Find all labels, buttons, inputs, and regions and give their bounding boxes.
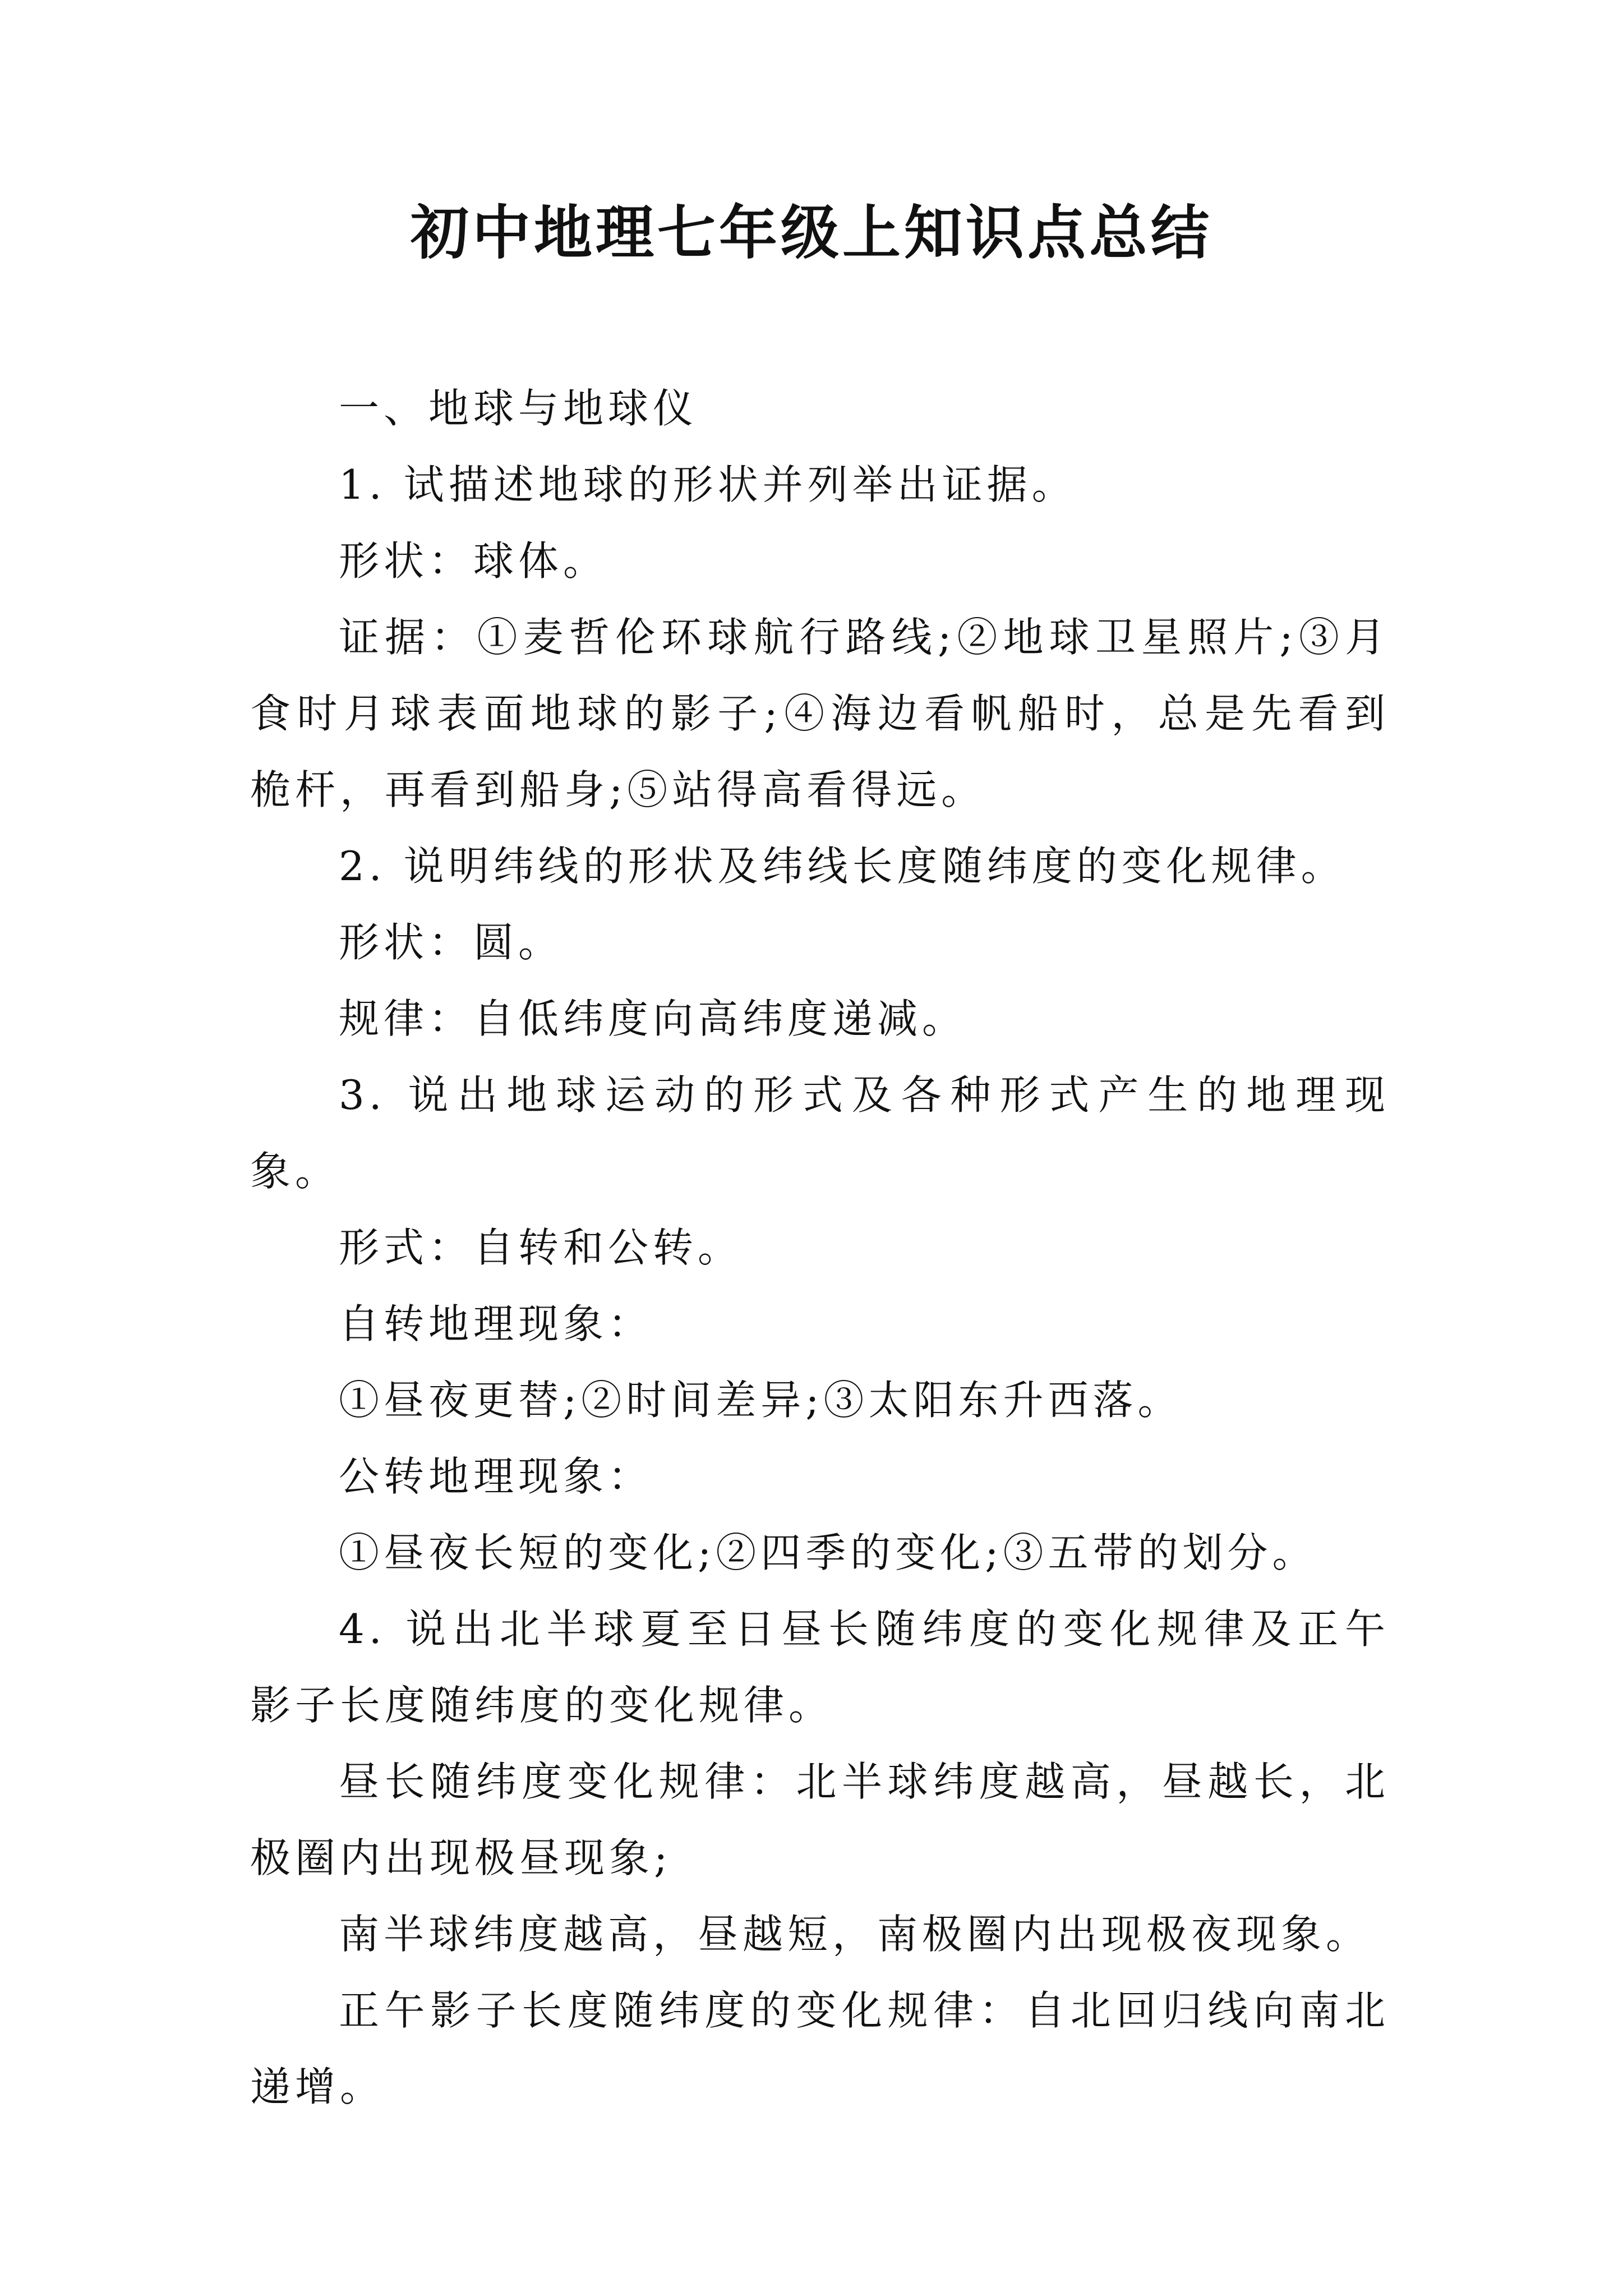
document-body	[250, 370, 1390, 2125]
question-3: 3. 说出地球运动的形式及各种形式产生的地理现象。	[250, 1071, 1390, 1195]
shadow-rule: 正午影子长度随纬度的变化规律：自北回归线向南北递增。	[250, 1987, 1390, 2110]
document-title: 初中地理七年级上知识点总结	[410, 198, 1212, 267]
question-4: 4. 说出北半球夏至日昼长随纬度的变化规律及正午影子长度随纬度的变化规律。	[250, 1605, 1390, 1729]
answer-latitude-rule: 规律：自低纬度向高纬度递减。	[339, 995, 967, 1042]
section-heading: 一、地球与地球仪	[339, 385, 698, 432]
answer-evidence: 证据：①麦哲伦环球航行路线;②地球卫星照片;③月食时月球表面地球的影子;④海边看帆船时，总是先看到桅杆，再看到船身;⑤站得高看得远。	[250, 614, 1390, 813]
answer-shape: 形状：球体。	[339, 537, 608, 585]
rotation-phenomena: ①昼夜更替;②时间差异;③太阳东升西落。	[339, 1377, 1183, 1424]
daylength-rule-south: 南半球纬度越高，昼越短，南极圈内出现极夜现象。	[339, 1911, 1371, 1958]
revolution-phenomena: ①昼夜长短的变化;②四季的变化;③五带的划分。	[339, 1529, 1317, 1576]
question-1: 1. 试描述地球的形状并列举出证据。	[339, 461, 1077, 508]
revolution-heading: 公转地理现象：	[339, 1453, 653, 1500]
rotation-heading: 自转地理现象：	[339, 1300, 653, 1347]
answer-motion-form: 形式：自转和公转。	[339, 1224, 743, 1271]
answer-latitude-shape: 形状：圆。	[339, 919, 564, 966]
question-2: 2. 说明纬线的形状及纬线长度随纬度的变化规律。	[339, 843, 1346, 890]
daylength-rule-north: 昼长随纬度变化规律：北半球纬度越高，昼越长，北极圈内出现极昼现象;	[250, 1758, 1390, 1881]
